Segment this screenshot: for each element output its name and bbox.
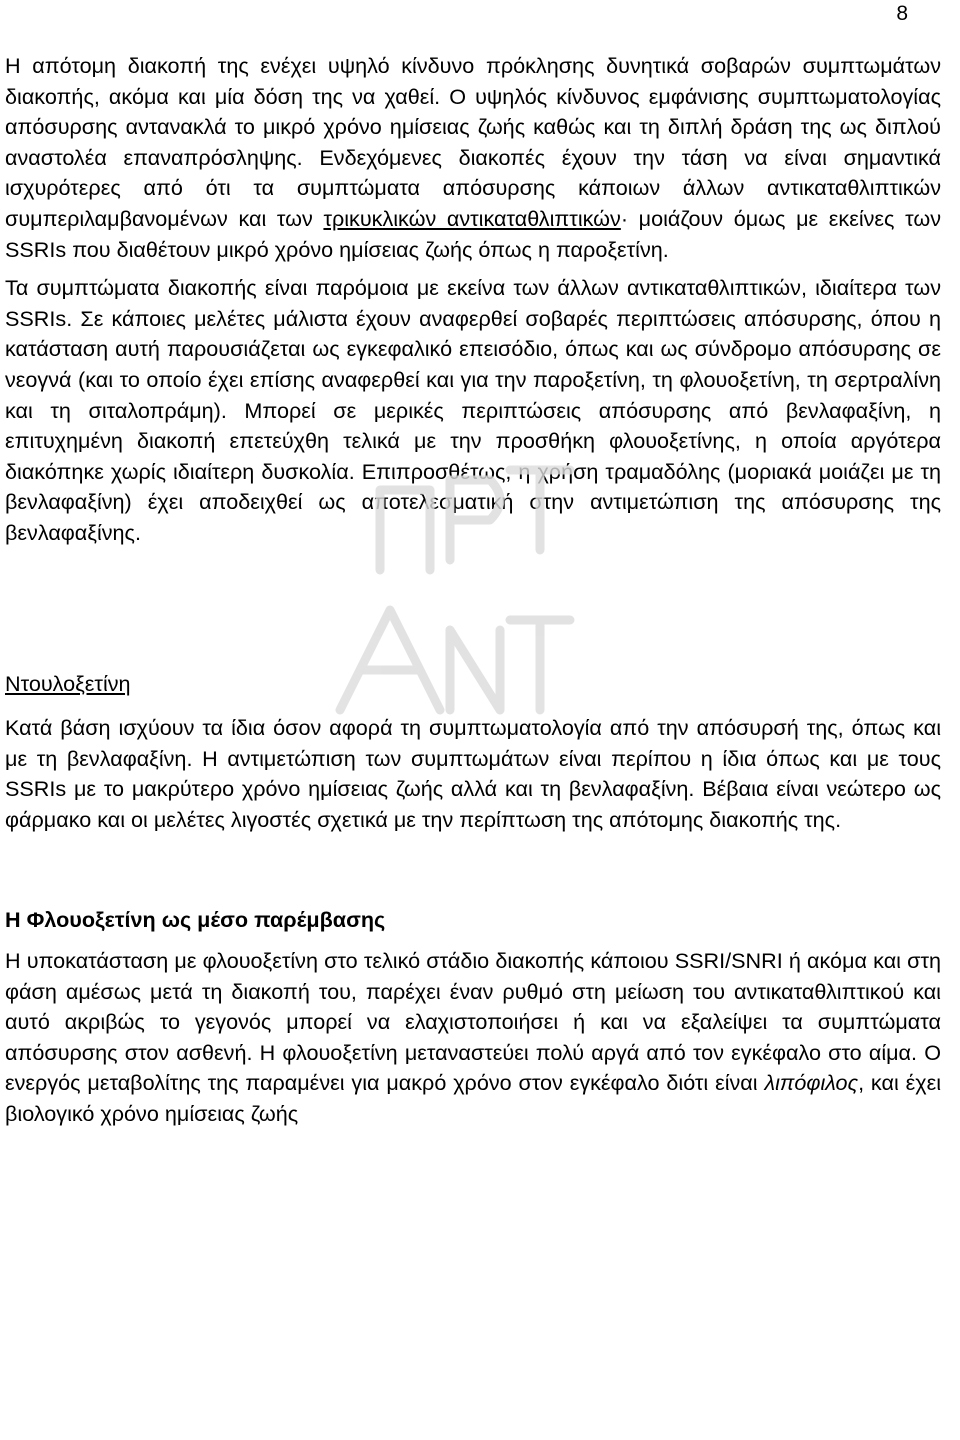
paragraph-fluoxetine-intervention xyxy=(5,946,941,1130)
section-title-duloxetine: Ντουλοξετίνη xyxy=(5,670,131,696)
paragraph4-text-1: Η υποκατάσταση με φλουοξετίνη στο τελικό στάδιο διακοπής κάποιου SSRI/SNRI ή ακόμα και στη φάση αμέσως μετά τη διακοπή του, παρέχει έναν ρυθμό στη μείωση του αντικαταθλιπτικού και αυτό ακριβώς το γεγονός μπορεί να ελαχιστοποιήσει ή και να εξαλείψει τα συμπτώματα απόσυρσης στον ασθενή. Η φλουοξετίνη μεταναστεύει πολύ αργά από τον εγκέφαλο στο αίμα. Ο ενεργός μεταβολίτης της παραμένει για μακρό χρόνο στον εγκέφαλο διότι είναι xyxy=(5,948,941,1096)
paragraph-venlafaxine-discontinuation xyxy=(5,51,941,265)
paragraph-duloxetine: Κατά βάση ισχύουν τα ίδια όσον αφορά τη συμπτωματολογία από την απόσυρσή της, όπως και με τη βενλαφαξίνη. Η αντιμετώπιση των συμπτωμάτων είναι περίπου η ίδια όπως και με τους SSRIs με το μακρύτερο χρόνο ημίσειας ζωής αλλά και τη βενλαφαξίνη. Βέβαια είναι νεώτερο ως φάρμακο και οι μελέτες λιγοστές σχετικά με την περίπτωση της απότομης διακοπής της. xyxy=(5,715,941,832)
paragraph1-text-2: · μοιάζουν όμως με εκείνες των SSRIs που διαθέτουν μικρό χρόνο ημίσειας ζωής όπως η παροξετίνη. xyxy=(5,205,941,262)
paragraph-withdrawal-symptoms: Τα συμπτώματα διακοπής είναι παρόμοια με εκείνα των άλλων αντικαταθλιπτικών, ιδιαίτερα των SSRIs. Σε κάποιες μελέτες μάλιστα έχουν αναφερθεί σοβαρές περιπτώσεις απόσυρσης, όπου η κατάσταση αυτή παρουσιάζεται ως εγκεφαλικό επεισόδιο, όπως και ως σύνδρομο απόσυρσης σε νεογνά (και το οποίο έχει επίσης αναφερθεί και για την παροξετίνη, τη φλουοξετίνη, τη σερτραλίνη και τη σιταλοπράμη). Μπορεί σε μερικές περιπτώσεις απόσυρσης από βενλαφαξίνη, η επιτυχημένη διακοπή επετεύχθη τελικά με την προσθήκη φλουοξετίνης, η οποία αργότερα διακόπηκε χωρίς ιδιαίτερη δυσκολία. Επιπροσθέτως, η χρήση τραμαδόλης (μοριακά μοιάζει με τη βενλαφαξίνη) έχει αποδειχθεί ως αποτελεσματική στην αντιμετώπιση της απόσυρσης της βενλαφαξίνης. xyxy=(5,275,941,545)
section-title-fluoxetine: Η Φλουοξετίνη ως μέσο παρέμβασης xyxy=(5,907,386,933)
document-body xyxy=(5,51,941,1130)
paragraph4-text-2: , και έχει βιολογικό χρόνο ημίσειας ζωής xyxy=(5,1070,941,1127)
page-number: 8 xyxy=(896,2,908,25)
lipophilic-term: λιπόφιλος xyxy=(764,1070,859,1096)
tricyclic-antidepressants-link[interactable]: τρικυκλικών αντικαταθλιπτικών xyxy=(323,205,621,231)
paragraph1-text-1: Η απότομη διακοπή της ενέχει υψηλό κίνδυνο πρόκλησης δυνητικά σοβαρών συμπτωμάτων διακοπής, ακόμα και μία δόση της να χαθεί. Ο υψηλός κίνδυνος εμφάνισης συμπτωματολογίας απόσυρσης αντανακλά το μικρό χρόνο ημίσειας ζωής καθώς και τη διπλή δράση της ως διπλού αναστολέα επαναπρόσληψης. Ενδεχόμενες διακοπές έχουν την τάση να είναι σημαντικά ισχυρότερες από ότι τα συμπτώματα απόσυρσης κάποιων άλλων αντικαταθλιπτικών συμπεριλαμβανομένων και των xyxy=(5,53,941,231)
